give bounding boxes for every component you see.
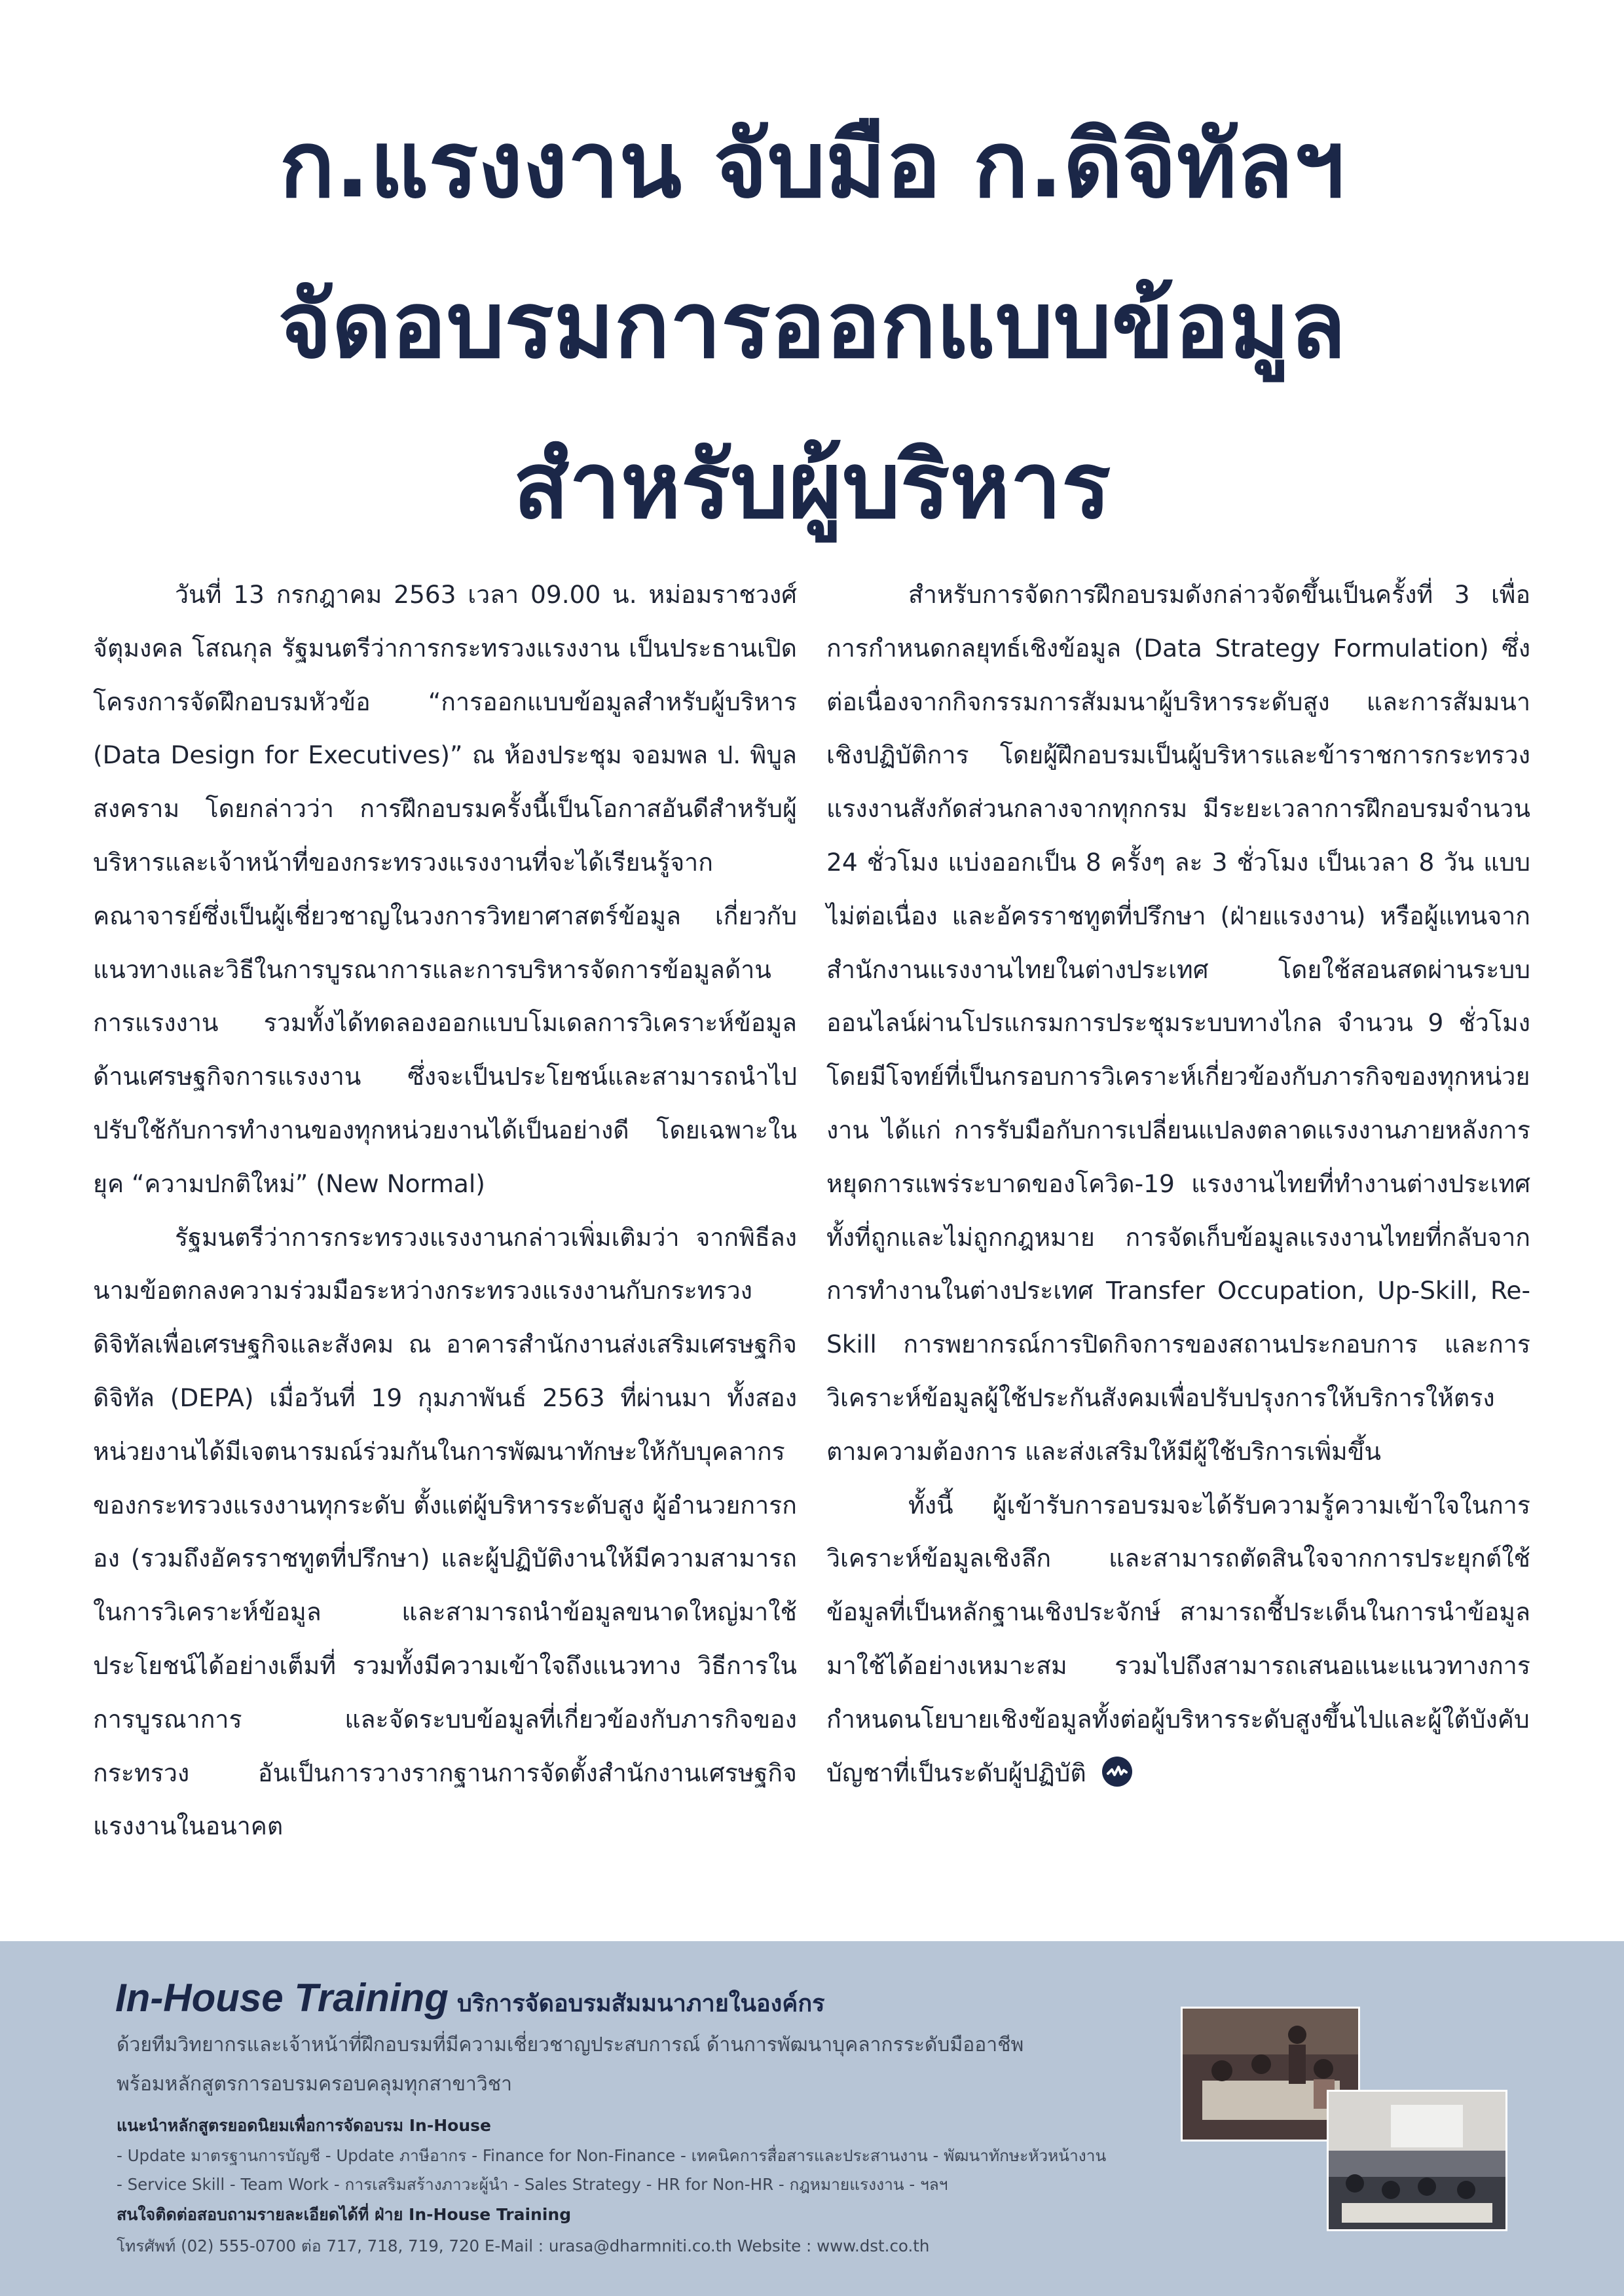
ad-contact-title: สนใจติดต่อสอบถามรายละเอียดได้ที่ ฝ่าย In-House Training [117, 2205, 572, 2224]
article-paragraph-1: วันที่ 13 กรกฎาคม 2563 เวลา 09.00 น. หม่อมราชวงศ์จัตุมงคล โสณกุล รัฐมนตรีว่าการกระทรวงแรงงาน เป็นประธานเปิดโครงการจัดฝึกอบรมหัวข้อ “การออกแบบข้อมูลสำหรับผู้บริหาร (Data Design for Executives)” ณ ห้องประชุม จอมพล ป. พิบูลสงคราม โดยกล่าวว่า การฝึกอบรมครั้งนี้เป็นโอกาสอันดีสำหรับผู้บริหารและเจ้าหน้าที่ของกระทรวงแรงงานที่จะได้เรียนรู้จากคณาจารย์ซึ่งเป็นผู้เชี่ยวชาญในวงการวิทยาศาสตร์ข้อมูล เกี่ยวกับแนวทางและวิธีในการบูรณาการและการบริหารจัดการข้อมูลด้านการแรงงาน รวมทั้งได้ทดลองออกแบบโมเดลการวิเคราะห์ข้อมูลด้านเศรษฐกิจการแรงงาน ซึ่งจะเป็นประโยชน์และสามารถนำไปปรับใช้กับการทำงานของทุกหน่วยงานได้เป็นอย่างดี โดยเฉพาะในยุค “ความปกติใหม่” (New Normal) [93, 580, 797, 1198]
headline-line-1: ก.แรงงาน จับมือ ก.ดิจิทัลฯ [279, 112, 1345, 219]
ad-courses-line-1: - Update มาตรฐานการบัญชี - Update ภาษีอากร - Finance for Non-Finance - เทคนิคการสื่อสารและประสานงาน - พัฒนาทักษะหัวหน้างาน [117, 2146, 1107, 2165]
ad-brand-title: In-House Training [115, 1976, 449, 2020]
article-paragraph-4-text: ทั้งนี้ ผู้เข้ารับการอบรมจะได้รับความรู้ความเข้าใจในการวิเคราะห์ข้อมูลเชิงลึก และสามารถตัดสินใจจากการประยุกต์ใช้ข้อมูลที่เป็นหลักฐานเชิงประจักษ์ สามารถชี้ประเด็นในการนำข้อมูลมาใช้ได้อย่างเหมาะสม รวมไปถึงสามารถเสนอแนะแนวทางการกำหนดนโยบายเชิงข้อมูลทั้งต่อผู้บริหารระดับสูงขึ้นไปและผู้ใต้บังคับบัญชาที่เป็นระดับผู้ปฏิบัติ [826, 1490, 1530, 1787]
article-paragraph-3: สำหรับการจัดการฝึกอบรมดังกล่าวจัดขึ้นเป็นครั้งที่ 3 เพื่อการกำหนดกลยุทธ์เชิงข้อมูล (Data Strategy Formulation) ซึ่งต่อเนื่องจากกิจกรรมการสัมมนาผู้บริหารระดับสูง และการสัมมนาเชิงปฏิบัติการ โดยผู้ฝึกอบรมเป็นผู้บริหารและข้าราชการกระทรวงแรงงานสังกัดส่วนกลางจากทุกกรม มีระยะเวลาการฝึกอบรมจำนวน 24 ชั่วโมง แบ่งออกเป็น 8 ครั้งๆ ละ 3 ชั่วโมง เป็นเวลา 8 วัน แบบไม่ต่อเนื่อง และอัครราชทูตที่ปรึกษา (ฝ่ายแรงงาน) หรือผู้แทนจากสำนักงานแรงงานไทยในต่างประเทศ โดยใช้สอนสดผ่านระบบออนไลน์ผ่านโปรแกรมการประชุมระบบทางไกล จำนวน 9 ชั่วโมง โดยมีโจทย์ที่เป็นกรอบการวิเคราะห์เกี่ยวข้องกับภารกิจของทุกหน่วยงาน ได้แก่ การรับมือกับการเปลี่ยนแปลงตลาดแรงงานภายหลังการหยุดการแพร่ระบาดของโควิด-19 แรงงานไทยที่ทำงานต่างประเทศทั้งที่ถูกและไม่ถูกกฎหมาย การจัดเก็บข้อมูลแรงงานไทยที่กลับจากการทำงานในต่างประเทศ Transfer Occupation, Up-Skill, Re-Skill การพยากรณ์การปิดกิจการของสถานประกอบการ และการวิเคราะห์ข้อมูลผู้ใช้ประกันสังคมเพื่อปรับปรุงการให้บริการให้ตรงตามความต้องการ และส่งเสริมให้มีผู้ใช้บริการเพิ่มขึ้น [826, 580, 1530, 1466]
ad-courses-line-2: - Service Skill - Team Work - การเสริมสร้างภาวะผู้นำ - Sales Strategy - HR for Non-HR - กฎหมายแรงงาน - ฯลฯ [117, 2175, 948, 2194]
article-left-column [93, 568, 797, 1853]
article-paragraph-4 [826, 1479, 1530, 1800]
article-paragraph-2: รัฐมนตรีว่าการกระทรวงแรงงานกล่าวเพิ่มเติมว่า จากพิธีลงนามข้อตกลงความร่วมมือระหว่างกระทรวงแรงงานกับกระทรวงดิจิทัลเพื่อเศรษฐกิจและสังคม ณ อาคารสำนักงานส่งเสริมเศรษฐกิจดิจิทัล (DEPA) เมื่อวันที่ 19 กุมภาพันธ์ 2563 ที่ผ่านมา ทั้งสองหน่วยงานได้มีเจตนารมณ์ร่วมกันในการพัฒนาทักษะให้กับบุคลากรของกระทรวงแรงงานทุกระดับ ตั้งแต่ผู้บริหารระดับสูง ผู้อำนวยการกอง (รวมถึงอัครราชทูตที่ปรึกษา) และผู้ปฏิบัติงานให้มีความสามารถในการวิเคราะห์ข้อมูล และสามารถนำข้อมูลขนาดใหญ่มาใช้ประโยชน์ได้อย่างเต็มที่ รวมทั้งมีความเข้าใจถึงแนวทาง วิธีการในการบูรณาการ และจัดระบบข้อมูลที่เกี่ยวข้องกับภารกิจของกระทรวง อันเป็นการวางรากฐานการจัดตั้งสำนักงานเศรษฐกิจแรงงานในอนาคต [93, 1222, 797, 1841]
ad-description-line-2: พร้อมหลักสูตรการอบรมครอบคลุมทุกสาขาวิชา [117, 2073, 512, 2096]
training-photo-2 [1327, 2090, 1507, 2231]
in-house-training-ad [0, 1941, 1624, 2296]
ad-description-line-1: ด้วยทีมวิทยากรและเจ้าหน้าที่ฝึกอบรมที่มีความเชี่ยวชาญประสบการณ์ ด้านการพัฒนาบุคลากรระดับมืออาชีพ [117, 2033, 1024, 2056]
headline [157, 85, 1467, 566]
ad-courses-title: แนะนำหลักสูตรยอดนิยมเพื่อการจัดอบรม In-House [117, 2116, 491, 2135]
article-end-mark-icon [1102, 1757, 1132, 1787]
ad-contact-info: โทรศัพท์ (02) 555-0700 ต่อ 717, 718, 719, 720 E-Mail : urasa@dharmniti.co.th Website : www.dst.co.th [117, 2236, 930, 2255]
article-right-column [826, 568, 1530, 1800]
headline-line-3: สำหรับผู้บริหาร [513, 433, 1111, 539]
ad-brand [115, 1975, 824, 2022]
headline-line-2: จัดอบรมการออกแบบข้อมูล [278, 272, 1346, 379]
ad-brand-subtitle: บริการจัดอบรมสัมมนาภายในองค์กร [457, 1990, 825, 2017]
